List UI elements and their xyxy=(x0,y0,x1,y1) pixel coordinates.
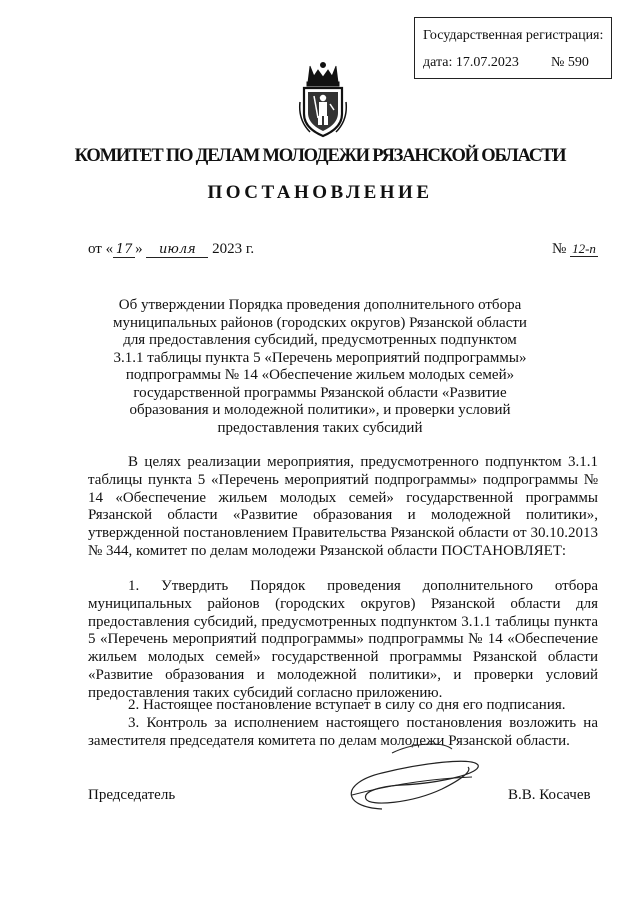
title-line: государственной программы Рязанской области «Развитие xyxy=(133,384,507,401)
registration-stamp xyxy=(414,17,612,79)
resolution-item-2: 2. Настоящее постановление вступает в силу со дня его подписания. xyxy=(128,697,566,713)
number-value: 12-п xyxy=(572,241,596,256)
title-line: муниципальных районов (городских округов) Рязанской области xyxy=(113,314,527,331)
document-number xyxy=(552,241,598,258)
title-line: Об утверждении Порядка проведения дополнительного отбора xyxy=(118,297,522,313)
date-day: 17 xyxy=(113,243,135,258)
document-title xyxy=(100,297,540,437)
resolution-item-1: 1. Утвердить Порядок проведения дополнительного отбора муниципальных районов (городских округов) Рязанской области для предоставления субсидий, предусмотренных подпунктом 3.1.1 таблицы пункта 5 «Перечень мероприятий подпрограммы» подпрограммы № 14 «Обеспечение жильем молодых семей» государственной программы Рязанской области «Развитие образования и молодежной политики», и проверки условий предоставления таких субсидий согласно приложению. xyxy=(88,578,598,701)
title-line: 3.1.1 таблицы пункта 5 «Перечень мероприятий подпрограммы» xyxy=(113,349,527,366)
title-line: предоставления таких субсидий xyxy=(217,419,423,436)
date-year: 2023 г. xyxy=(212,241,255,257)
signatory-name: В.В. Косачев xyxy=(508,787,591,803)
signatory-position: Председатель xyxy=(88,787,176,803)
resolution-item-3: 3. Контроль за исполнением настоящего постановления возложить на заместителя председателя комитета по делам молодежи Рязанской области. xyxy=(88,715,598,749)
registration-number: № 590 xyxy=(551,55,589,70)
number-prefix: № xyxy=(552,241,567,257)
date-mid: » xyxy=(135,241,143,257)
document-type: ПОСТАНОВЛЕНИЕ xyxy=(207,182,433,203)
date-prefix: от « xyxy=(88,241,114,257)
date-month: июля xyxy=(146,243,208,258)
title-line: образования и молодежной политики», и проверки условий xyxy=(129,402,511,418)
organization-name: КОМИТЕТ ПО ДЕЛАМ МОЛОДЕЖИ РЯЗАНСКОЙ ОБЛАСТИ xyxy=(74,146,566,166)
registration-date: дата: 17.07.2023 xyxy=(423,55,519,70)
registration-title: Государственная регистрация: xyxy=(423,28,604,43)
handwritten-signature xyxy=(322,733,482,823)
document-date xyxy=(88,241,254,258)
title-line: для предоставления субсидий, предусмотренных подпунктом xyxy=(123,332,517,348)
title-line: подпрограммы № 14 «Обеспечение жильем молодых семей» xyxy=(125,367,515,383)
coat-of-arms-icon xyxy=(296,62,350,140)
intro-paragraph: В целях реализации мероприятия, предусмотренного подпунктом 3.1.1 таблицы пункта 5 «Перечень мероприятий подпрограммы» подпрограммы № 14 «Обеспечение жильем молодых семей» государственной программы Рязанской области «Развитие образования и молодежной политики», утвержденной постановлением Правительства Рязанской области от 30.10.2013 № 344, комитет по делам молодежи Рязанской области ПОСТАНОВЛЯЕТ: xyxy=(88,454,598,559)
